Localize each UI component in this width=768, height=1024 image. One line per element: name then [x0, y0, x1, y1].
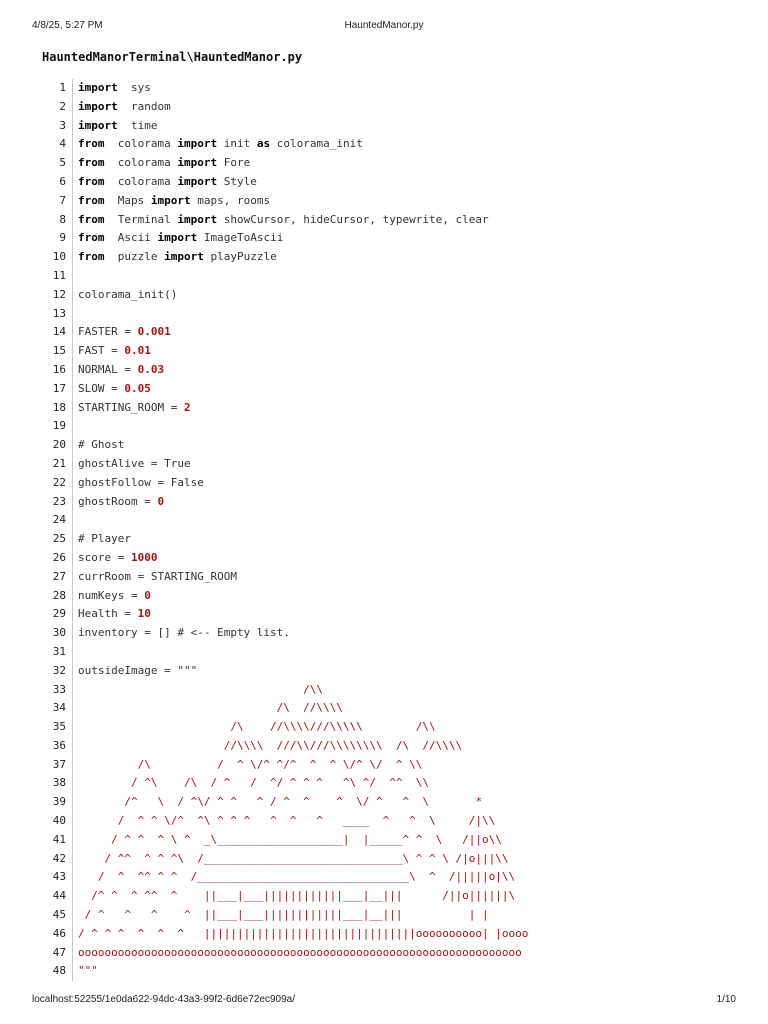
code-number: 0.001	[137, 325, 171, 339]
gutter-divider	[72, 643, 73, 662]
gutter-divider	[72, 831, 73, 850]
gutter-divider	[72, 624, 73, 643]
ascii-art: /\\	[78, 682, 324, 696]
code-listing	[44, 79, 744, 981]
code-text	[78, 549, 157, 568]
code-keyword: import	[157, 231, 198, 245]
code-token: SLOW =	[78, 381, 125, 395]
code-text	[78, 98, 171, 117]
code-line	[44, 643, 744, 662]
ascii-art: / ^^ ^ ^ ^\ /______________________________\ ^ ^ \ /|o|||\\	[78, 851, 509, 865]
code-text	[78, 399, 191, 418]
line-number: 18	[52, 400, 66, 414]
code-token: STARTING_ROOM =	[78, 400, 184, 414]
code-keyword: from	[78, 174, 105, 188]
code-text	[78, 681, 323, 700]
ascii-art: /^ \ / ^\/ ^ ^ ^ / ^ ^ ^ \/ ^ ^ \ *	[78, 795, 482, 809]
line-number: 39	[52, 795, 66, 809]
code-text	[78, 493, 164, 512]
line-number: 3	[59, 118, 66, 132]
code-line	[44, 267, 744, 286]
page-number: 1/10	[716, 994, 736, 1005]
code-line	[44, 737, 744, 756]
code-text	[78, 756, 422, 775]
file-path-heading: HauntedManorTerminal\HauntedManor.py	[42, 50, 303, 64]
line-number: 13	[52, 306, 66, 320]
code-line	[44, 173, 744, 192]
code-line	[44, 417, 744, 436]
code-text	[78, 793, 482, 812]
code-number: 10	[137, 607, 151, 621]
code-token: # Ghost	[78, 438, 125, 452]
ascii-art: /\ / ^ \/^ ^/^ ^ ^ \/^ \/ ^ \\	[78, 757, 423, 771]
code-keyword: import	[78, 118, 118, 132]
code-line	[44, 831, 744, 850]
ascii-art: / ^ ^ \/^ ^\ ^ ^ ^ ^ ^ ^ ____ ^ ^ \ /|\\	[78, 814, 496, 828]
code-text	[78, 455, 191, 474]
code-line	[44, 455, 744, 474]
code-line	[44, 699, 744, 718]
code-line	[44, 154, 744, 173]
code-text	[78, 248, 277, 267]
line-number: 11	[52, 268, 66, 282]
code-text	[78, 342, 151, 361]
line-number: 40	[52, 814, 66, 828]
code-number: 1000	[130, 550, 158, 564]
code-line	[44, 624, 744, 643]
ascii-art: / ^ ^ ^ ^ ||___|___||||||||||||___|__||| | |	[78, 908, 489, 922]
gutter-divider	[72, 530, 73, 549]
code-token: FASTER =	[78, 325, 138, 339]
gutter-divider	[72, 211, 73, 230]
line-number: 28	[52, 588, 66, 602]
code-number: 0.03	[137, 362, 165, 376]
code-keyword: from	[78, 137, 105, 151]
code-line	[44, 192, 744, 211]
gutter-divider	[72, 850, 73, 869]
gutter-divider	[72, 662, 73, 681]
code-token: playPuzzle	[203, 250, 277, 264]
code-token: inventory = [] # <-- Empty list.	[78, 626, 290, 640]
code-number: 0.01	[124, 344, 151, 358]
code-token: # Player	[78, 532, 131, 546]
code-line	[44, 380, 744, 399]
code-keyword: from	[78, 231, 105, 245]
gutter-divider	[72, 135, 73, 154]
code-text	[78, 154, 250, 173]
code-keyword: import	[177, 174, 218, 188]
line-number: 43	[52, 870, 66, 884]
gutter-divider	[72, 605, 73, 624]
code-line	[44, 211, 744, 230]
line-number: 1	[59, 81, 66, 94]
code-text	[78, 887, 515, 906]
code-line	[44, 511, 744, 530]
code-line	[44, 98, 744, 117]
line-number: 4	[59, 137, 66, 151]
code-keyword: import	[78, 81, 118, 94]
code-token: colorama_init()	[78, 287, 178, 301]
line-number: 16	[52, 362, 66, 376]
code-keyword: import	[150, 193, 191, 207]
print-title: HauntedManor.py	[344, 20, 424, 31]
code-text	[78, 79, 151, 98]
code-line	[44, 493, 744, 512]
code-line	[44, 399, 744, 418]
gutter-divider	[72, 493, 73, 512]
ascii-art: /^ ^ ^ ^^ ^ ||___|___||||||||||||___|__||| /||o||||||\	[78, 889, 516, 903]
line-number: 26	[52, 550, 66, 564]
code-text	[78, 850, 508, 869]
line-number: 24	[52, 513, 66, 527]
code-text	[78, 624, 290, 643]
code-token: numKeys =	[78, 588, 145, 602]
gutter-divider	[72, 417, 73, 436]
line-number: 34	[52, 701, 66, 715]
code-line	[44, 286, 744, 305]
code-text	[78, 699, 343, 718]
line-number: 2	[59, 99, 66, 113]
code-token: maps, rooms	[190, 193, 271, 207]
code-text	[78, 944, 522, 963]
gutter-divider	[72, 286, 73, 305]
gutter-divider	[72, 718, 73, 737]
ascii-art: /\ //\\\\///\\\\\ /\\	[78, 720, 436, 734]
line-number: 25	[52, 532, 66, 546]
code-token: random	[117, 99, 171, 113]
gutter-divider	[72, 868, 73, 887]
ascii-art: //\\\\ ///\\///\\\\\\\\ /\ //\\\\	[78, 738, 463, 752]
code-line	[44, 436, 744, 455]
code-keyword: import	[78, 99, 118, 113]
line-number: 23	[52, 494, 66, 508]
code-number: 0.05	[124, 381, 151, 395]
line-number: 36	[52, 738, 66, 752]
code-keyword: from	[78, 156, 105, 170]
gutter-divider	[72, 399, 73, 418]
gutter-divider	[72, 436, 73, 455]
code-text	[78, 587, 151, 606]
line-number: 5	[59, 156, 66, 170]
ascii-art: / ^ ^ ^ \ ^ _\___________________| |_____^ ^ \ /||o\\	[78, 832, 502, 846]
code-keyword: from	[78, 212, 105, 226]
code-text	[78, 868, 515, 887]
ascii-art: /\ //\\\\	[78, 701, 343, 715]
line-number: 30	[52, 626, 66, 640]
gutter-divider	[72, 117, 73, 136]
code-token: time	[117, 118, 158, 132]
gutter-divider	[72, 511, 73, 530]
gutter-divider	[72, 229, 73, 248]
gutter-divider	[72, 79, 73, 98]
code-text	[78, 229, 283, 248]
code-token: sys	[117, 81, 151, 94]
code-token: ghostFollow = False	[78, 475, 204, 489]
gutter-divider	[72, 549, 73, 568]
code-number: 0	[157, 494, 165, 508]
line-number: 27	[52, 569, 66, 583]
code-text	[78, 737, 462, 756]
line-number: 15	[52, 344, 66, 358]
line-number: 42	[52, 851, 66, 865]
code-line	[44, 229, 744, 248]
code-text	[78, 568, 237, 587]
code-keyword: import	[177, 137, 218, 151]
line-number: 46	[52, 926, 66, 940]
code-token: Style	[217, 174, 257, 188]
code-text	[78, 211, 489, 230]
code-token: colorama_init	[270, 137, 363, 151]
code-text	[78, 380, 151, 399]
ascii-art: / ^ ^ ^ ^ ^ ^ ||||||||||||||||||||||||||||||||oooooooooo| |oooo	[78, 926, 529, 940]
line-number: 37	[52, 757, 66, 771]
code-line	[44, 962, 744, 981]
code-keyword: import	[177, 156, 218, 170]
line-number: 29	[52, 607, 66, 621]
code-text	[78, 906, 489, 925]
ascii-art: / ^\ /\ / ^ / ^/ ^ ^ ^ ^\ ^/ ^^ \\	[78, 776, 429, 790]
line-number: 17	[52, 381, 66, 395]
code-line	[44, 135, 744, 154]
code-text	[78, 718, 436, 737]
code-token: NORMAL =	[78, 362, 138, 376]
line-number: 9	[59, 231, 66, 245]
gutter-divider	[72, 248, 73, 267]
code-line	[44, 342, 744, 361]
code-token: ghostRoom =	[78, 494, 158, 508]
code-token: currRoom = STARTING_ROOM	[78, 569, 237, 583]
code-line	[44, 925, 744, 944]
line-number: 48	[52, 964, 66, 978]
code-token: ghostAlive = True	[78, 456, 191, 470]
code-token: colorama	[104, 137, 178, 151]
line-number: 22	[52, 475, 66, 489]
code-token: ImageToAscii	[197, 231, 284, 245]
gutter-divider	[72, 887, 73, 906]
gutter-divider	[72, 192, 73, 211]
gutter-divider	[72, 342, 73, 361]
gutter-divider	[72, 944, 73, 963]
code-text	[78, 812, 495, 831]
code-line	[44, 774, 744, 793]
code-token: init	[217, 137, 257, 151]
code-text	[78, 361, 164, 380]
gutter-divider	[72, 361, 73, 380]
gutter-divider	[72, 305, 73, 324]
print-date: 4/8/25, 5:27 PM	[32, 20, 103, 31]
code-token: showCursor, hideCursor, typewrite, clear	[217, 212, 489, 226]
code-text	[78, 286, 177, 305]
code-number: 2	[183, 400, 191, 414]
code-text	[78, 173, 257, 192]
line-number: 32	[52, 663, 66, 677]
code-token: score =	[78, 550, 131, 564]
code-line	[44, 605, 744, 624]
code-line	[44, 530, 744, 549]
line-number: 6	[59, 174, 66, 188]
gutter-divider	[72, 455, 73, 474]
gutter-divider	[72, 98, 73, 117]
code-line	[44, 117, 744, 136]
ascii-art: / ^ ^^ ^ ^ /________________________________\ ^ /|||||o|\\	[78, 870, 516, 884]
line-number: 12	[52, 287, 66, 301]
ascii-art: """	[78, 964, 98, 978]
footer-url: localhost:52255/1e0da622-94dc-43a3-99f2-6d6e72ec909a/	[32, 994, 295, 1005]
gutter-divider	[72, 154, 73, 173]
code-line	[44, 568, 744, 587]
line-number: 33	[52, 682, 66, 696]
code-token: outsideImage = """	[78, 663, 198, 677]
gutter-divider	[72, 756, 73, 775]
gutter-divider	[72, 681, 73, 700]
gutter-divider	[72, 774, 73, 793]
code-line	[44, 868, 744, 887]
code-line	[44, 718, 744, 737]
code-line	[44, 906, 744, 925]
gutter-divider	[72, 699, 73, 718]
code-line	[44, 756, 744, 775]
code-token: Maps	[104, 193, 151, 207]
line-number: 41	[52, 832, 66, 846]
gutter-divider	[72, 962, 73, 981]
code-token: Ascii	[104, 231, 158, 245]
code-line	[44, 944, 744, 963]
gutter-divider	[72, 793, 73, 812]
code-token: colorama	[104, 156, 178, 170]
code-line	[44, 662, 744, 681]
line-number: 31	[52, 644, 66, 658]
ascii-art: ooooooooooooooooooooooooooooooooooooooooooooooooooooooooooooooooooo	[78, 945, 522, 959]
gutter-divider	[72, 323, 73, 342]
code-text	[78, 135, 363, 154]
line-number: 21	[52, 456, 66, 470]
line-number: 10	[52, 250, 66, 264]
line-number: 20	[52, 438, 66, 452]
gutter-divider	[72, 587, 73, 606]
code-text	[78, 925, 528, 944]
code-text	[78, 774, 429, 793]
code-token: puzzle	[104, 250, 165, 264]
code-text	[78, 962, 98, 981]
code-line	[44, 305, 744, 324]
code-line	[44, 587, 744, 606]
gutter-divider	[72, 380, 73, 399]
code-text	[78, 530, 131, 549]
code-line	[44, 887, 744, 906]
code-line	[44, 549, 744, 568]
code-line	[44, 474, 744, 493]
code-keyword: import	[164, 250, 204, 264]
code-token: Health =	[78, 607, 138, 621]
gutter-divider	[72, 737, 73, 756]
code-text	[78, 474, 204, 493]
code-line	[44, 681, 744, 700]
code-line	[44, 361, 744, 380]
gutter-divider	[72, 474, 73, 493]
code-text	[78, 436, 124, 455]
code-line	[44, 79, 744, 98]
line-number: 44	[52, 889, 66, 903]
code-number: 0	[144, 588, 151, 602]
gutter-divider	[72, 906, 73, 925]
code-text	[78, 831, 502, 850]
code-token: Terminal	[104, 212, 178, 226]
line-number: 35	[52, 720, 66, 734]
code-text	[78, 605, 151, 624]
code-line	[44, 248, 744, 267]
code-line	[44, 812, 744, 831]
code-line	[44, 323, 744, 342]
code-token: Fore	[217, 156, 251, 170]
gutter-divider	[72, 812, 73, 831]
gutter-divider	[72, 568, 73, 587]
code-token: colorama	[104, 174, 178, 188]
code-keyword: from	[78, 250, 105, 264]
code-text	[78, 192, 270, 211]
gutter-divider	[72, 925, 73, 944]
code-token: FAST =	[78, 344, 125, 358]
gutter-divider	[72, 267, 73, 286]
code-keyword: import	[177, 212, 218, 226]
code-text	[78, 323, 171, 342]
gutter-divider	[72, 173, 73, 192]
code-line	[44, 793, 744, 812]
line-number: 8	[59, 212, 66, 226]
code-line	[44, 850, 744, 869]
line-number: 47	[52, 945, 66, 959]
line-number: 19	[52, 419, 66, 433]
code-keyword: as	[256, 137, 271, 151]
code-keyword: from	[78, 193, 105, 207]
line-number: 14	[52, 325, 66, 339]
code-text	[78, 662, 197, 681]
line-number: 38	[52, 776, 66, 790]
line-number: 45	[52, 908, 66, 922]
code-text	[78, 117, 158, 136]
line-number: 7	[59, 193, 66, 207]
